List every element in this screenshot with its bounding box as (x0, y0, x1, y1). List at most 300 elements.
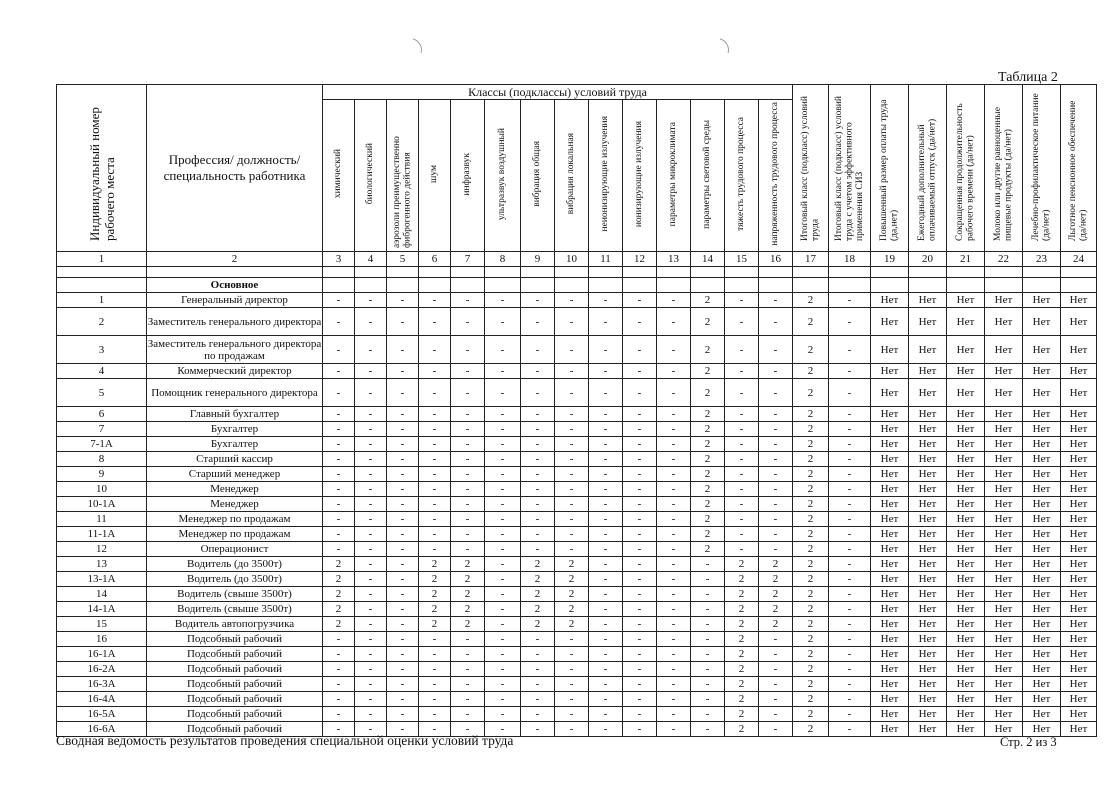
factor-class: 2 (725, 662, 759, 677)
factor-class: - (759, 293, 793, 308)
factor-class: - (451, 308, 485, 336)
empty-cell (1061, 278, 1097, 293)
factor-class: - (521, 512, 555, 527)
factor-class: - (657, 617, 691, 632)
factor-class: - (589, 379, 623, 407)
table-row (57, 602, 1097, 617)
section-label: Основное (147, 278, 323, 293)
factor-class: 2 (521, 587, 555, 602)
profession-name: Старший кассир (147, 452, 323, 467)
final-class-siz: - (829, 617, 871, 632)
profession-name: Менеджер (147, 497, 323, 512)
header-factor-label: аэрозоли преимущественно фиброгенного действия (392, 136, 413, 248)
benefit-value: Нет (947, 527, 985, 542)
empty-cell (725, 267, 759, 278)
benefit-value: Нет (947, 422, 985, 437)
factor-class: - (521, 482, 555, 497)
factor-class: - (451, 542, 485, 557)
scan-mark-left (394, 34, 427, 67)
factor-class: - (657, 602, 691, 617)
empty-cell (57, 278, 147, 293)
factor-class: - (387, 437, 419, 452)
factor-class: - (657, 482, 691, 497)
factor-class: - (657, 572, 691, 587)
final-class: 2 (793, 602, 829, 617)
factor-class: - (691, 632, 725, 647)
factor-class: - (355, 379, 387, 407)
factor-class: - (623, 602, 657, 617)
factor-class: - (589, 407, 623, 422)
workplace-id: 16-6А (57, 722, 147, 737)
empty-cell (1061, 267, 1097, 278)
empty-cell (485, 278, 521, 293)
empty-cell (657, 267, 691, 278)
benefit-value: Нет (985, 512, 1023, 527)
factor-class: - (485, 308, 521, 336)
factor-class: 2 (419, 572, 451, 587)
final-class: 2 (793, 647, 829, 662)
workplace-id: 16-1А (57, 647, 147, 662)
factor-class: - (387, 617, 419, 632)
factor-class: - (521, 407, 555, 422)
benefit-value: Нет (947, 308, 985, 336)
factor-class: - (759, 662, 793, 677)
factor-class: - (485, 452, 521, 467)
header-factor-label: параметры световой среды (702, 119, 713, 229)
factor-class: - (555, 452, 589, 467)
profession-name: Заместитель генерального директора (147, 308, 323, 336)
column-number: 21 (947, 252, 985, 267)
factor-class: - (387, 542, 419, 557)
factor-class: - (521, 379, 555, 407)
empty-cell (829, 278, 871, 293)
benefit-value: Нет (1061, 379, 1097, 407)
workplace-id: 15 (57, 617, 147, 632)
benefit-value: Нет (1023, 379, 1061, 407)
factor-class: - (355, 632, 387, 647)
table-caption: Таблица 2 (998, 70, 1058, 85)
benefit-value: Нет (1023, 572, 1061, 587)
header-benefit (909, 85, 947, 252)
factor-class: - (521, 542, 555, 557)
benefit-value: Нет (1023, 407, 1061, 422)
factor-class: - (657, 512, 691, 527)
scan-mark-right (701, 34, 734, 67)
factor-class: - (485, 557, 521, 572)
final-class: 2 (793, 497, 829, 512)
factor-class: 2 (725, 557, 759, 572)
benefit-value: Нет (985, 632, 1023, 647)
benefit-value: Нет (871, 527, 909, 542)
final-class-siz: - (829, 379, 871, 407)
empty-cell (909, 278, 947, 293)
factor-class: - (657, 407, 691, 422)
factor-class: - (657, 587, 691, 602)
factor-class: - (589, 437, 623, 452)
benefit-value: Нет (909, 647, 947, 662)
column-number: 19 (871, 252, 909, 267)
factor-class: - (387, 557, 419, 572)
empty-cell (623, 267, 657, 278)
empty-cell (589, 278, 623, 293)
benefit-value: Нет (871, 617, 909, 632)
factor-class: - (555, 364, 589, 379)
profession-name: Помощник генерального директора (147, 379, 323, 407)
factor-class: - (657, 422, 691, 437)
factor-class: 2 (555, 587, 589, 602)
factor-class: - (759, 707, 793, 722)
empty-cell (555, 267, 589, 278)
factor-class: - (355, 587, 387, 602)
factor-class: - (323, 364, 355, 379)
column-number: 5 (387, 252, 419, 267)
benefit-value: Нет (947, 364, 985, 379)
benefit-value: Нет (909, 692, 947, 707)
column-number: 8 (485, 252, 521, 267)
benefit-value: Нет (1061, 512, 1097, 527)
factor-class: - (485, 572, 521, 587)
factor-class: 2 (725, 647, 759, 662)
factor-class: - (657, 632, 691, 647)
factor-class: - (451, 422, 485, 437)
factor-class: 2 (521, 602, 555, 617)
factor-class: 2 (759, 587, 793, 602)
final-class: 2 (793, 707, 829, 722)
factor-class: - (521, 692, 555, 707)
benefit-value: Нет (1061, 308, 1097, 336)
empty-cell (419, 278, 451, 293)
benefit-value: Нет (909, 557, 947, 572)
workplace-id: 10 (57, 482, 147, 497)
factor-class: - (589, 497, 623, 512)
factor-class: - (451, 407, 485, 422)
factor-class: 2 (691, 527, 725, 542)
workplace-id: 4 (57, 364, 147, 379)
final-class: 2 (793, 452, 829, 467)
factor-class: - (419, 293, 451, 308)
factor-class: - (623, 437, 657, 452)
empty-cell (521, 267, 555, 278)
factor-class: - (589, 293, 623, 308)
table-row (57, 707, 1097, 722)
factor-class: - (725, 482, 759, 497)
factor-class: - (623, 647, 657, 662)
factor-class: 2 (323, 572, 355, 587)
factor-class: - (419, 662, 451, 677)
factor-class: - (387, 336, 419, 364)
final-class-siz: - (829, 557, 871, 572)
header-benefit-label: Повышенный размер оплаты труда (да,нет) (879, 98, 900, 241)
factor-class: - (419, 467, 451, 482)
header-workplace-id (57, 85, 147, 252)
factor-class: - (451, 497, 485, 512)
factor-class: - (623, 707, 657, 722)
factor-class: - (657, 542, 691, 557)
factor-class: - (419, 437, 451, 452)
factor-class: 2 (691, 364, 725, 379)
factor-class: 2 (691, 422, 725, 437)
profession-name: Коммерческий директор (147, 364, 323, 379)
benefit-value: Нет (909, 707, 947, 722)
factor-class: - (691, 662, 725, 677)
benefit-value: Нет (947, 587, 985, 602)
factor-class: 2 (725, 572, 759, 587)
factor-class: 2 (691, 293, 725, 308)
factor-class: - (485, 336, 521, 364)
benefit-value: Нет (909, 293, 947, 308)
factor-class: - (657, 452, 691, 467)
benefit-value: Нет (947, 617, 985, 632)
empty-cell (1023, 267, 1061, 278)
workplace-id: 16-4А (57, 692, 147, 707)
benefit-value: Нет (1061, 602, 1097, 617)
benefit-value: Нет (909, 482, 947, 497)
factor-class: - (555, 542, 589, 557)
factor-class: - (451, 364, 485, 379)
factor-class: 2 (759, 617, 793, 632)
benefit-value: Нет (871, 557, 909, 572)
table-row (57, 647, 1097, 662)
benefit-value: Нет (947, 452, 985, 467)
factor-class: - (419, 407, 451, 422)
factor-class: - (419, 364, 451, 379)
factor-class: 2 (691, 308, 725, 336)
factor-class: - (589, 677, 623, 692)
final-class-siz: - (829, 467, 871, 482)
factor-class: - (691, 572, 725, 587)
factor-class: - (759, 497, 793, 512)
factor-class: - (485, 542, 521, 557)
factor-class: - (623, 364, 657, 379)
empty-cell (521, 278, 555, 293)
benefit-value: Нет (1023, 647, 1061, 662)
factor-class: 2 (451, 557, 485, 572)
factor-class: - (323, 422, 355, 437)
final-class: 2 (793, 662, 829, 677)
header-benefit-label: Сокращенная продолжительность рабочего времени (да/нет) (955, 102, 976, 241)
factor-class: - (725, 407, 759, 422)
header-profession: Профессия/ должность/ специальность работника (147, 85, 323, 252)
header-workplace-id-label: Индивидуальный номер рабочего места (86, 106, 117, 241)
profession-name: Старший менеджер (147, 467, 323, 482)
empty-cell (485, 267, 521, 278)
benefit-value: Нет (1061, 632, 1097, 647)
table-body (57, 267, 1097, 737)
factor-class: - (387, 407, 419, 422)
header-benefit (985, 85, 1023, 252)
profession-name: Водитель (свыше 3500т) (147, 587, 323, 602)
benefit-value: Нет (1023, 437, 1061, 452)
factor-class: - (623, 407, 657, 422)
profession-name: Менеджер по продажам (147, 512, 323, 527)
benefit-value: Нет (909, 407, 947, 422)
factor-class: - (725, 512, 759, 527)
header-factor-label: вибрация общая (532, 141, 543, 207)
factor-class: - (589, 662, 623, 677)
factor-class: - (323, 308, 355, 336)
benefit-value: Нет (985, 497, 1023, 512)
benefit-value: Нет (1061, 407, 1097, 422)
factor-class: - (589, 336, 623, 364)
final-class: 2 (793, 482, 829, 497)
benefit-value: Нет (1023, 662, 1061, 677)
factor-class: 2 (521, 617, 555, 632)
header-benefit-label: Лечебно-профилактическое питание (да/нет) (1031, 92, 1052, 241)
factor-class: - (355, 497, 387, 512)
header-factor (657, 100, 691, 252)
factor-class: 2 (521, 572, 555, 587)
benefit-value: Нет (871, 422, 909, 437)
workplace-id: 7 (57, 422, 147, 437)
workplace-id: 13 (57, 557, 147, 572)
factor-class: - (485, 602, 521, 617)
benefit-value: Нет (871, 467, 909, 482)
header-factor (419, 100, 451, 252)
benefit-value: Нет (1023, 336, 1061, 364)
factor-class: - (725, 542, 759, 557)
benefit-value: Нет (1061, 677, 1097, 692)
factor-class: - (589, 308, 623, 336)
factor-class: - (485, 692, 521, 707)
factor-class: 2 (691, 542, 725, 557)
header-factor-label: параметры микроклимата (668, 121, 679, 227)
factor-class: - (623, 497, 657, 512)
header-benefit (1061, 85, 1097, 252)
factor-class: 2 (555, 617, 589, 632)
benefit-value: Нет (871, 512, 909, 527)
factor-class: - (521, 293, 555, 308)
factor-class: - (323, 293, 355, 308)
factor-class: 2 (419, 602, 451, 617)
final-class-siz: - (829, 437, 871, 452)
benefit-value: Нет (871, 437, 909, 452)
factor-class: - (589, 452, 623, 467)
factor-class: - (623, 379, 657, 407)
empty-cell (355, 278, 387, 293)
benefit-value: Нет (947, 647, 985, 662)
benefit-value: Нет (985, 542, 1023, 557)
benefit-value: Нет (871, 542, 909, 557)
benefit-value: Нет (1023, 422, 1061, 437)
factor-class: - (555, 692, 589, 707)
final-class-siz: - (829, 602, 871, 617)
factor-class: - (355, 557, 387, 572)
final-class: 2 (793, 572, 829, 587)
factor-class: - (521, 707, 555, 722)
header-factor (589, 100, 623, 252)
header-factor-label: шум (429, 165, 440, 183)
factor-class: - (387, 467, 419, 482)
profession-name: Бухгалтер (147, 422, 323, 437)
workplace-id: 16 (57, 632, 147, 647)
factor-class: - (623, 422, 657, 437)
final-class: 2 (793, 422, 829, 437)
factor-class: - (725, 308, 759, 336)
factor-class: - (485, 293, 521, 308)
header-factor (759, 100, 793, 252)
column-number: 4 (355, 252, 387, 267)
column-number: 23 (1023, 252, 1061, 267)
factor-class: 2 (725, 602, 759, 617)
final-class-siz: - (829, 542, 871, 557)
factor-class: - (589, 707, 623, 722)
column-number: 11 (589, 252, 623, 267)
benefit-value: Нет (1061, 572, 1097, 587)
profession-name: Бухгалтер (147, 437, 323, 452)
factor-class: - (623, 557, 657, 572)
factor-class: - (759, 722, 793, 737)
factor-class: - (419, 379, 451, 407)
header-benefit-label: Ежегодный дополнительный оплачиваемый отпуск (да/нет) (917, 118, 938, 241)
factor-class: - (589, 632, 623, 647)
header-classes-group: Классы (подклассы) условий труда (323, 85, 793, 100)
factor-class: - (521, 632, 555, 647)
factor-class: - (657, 527, 691, 542)
factor-class: - (419, 512, 451, 527)
factor-class: 2 (323, 557, 355, 572)
factor-class: - (355, 308, 387, 336)
factor-class: - (555, 497, 589, 512)
benefit-value: Нет (1023, 512, 1061, 527)
benefit-value: Нет (985, 572, 1023, 587)
factor-class: 2 (759, 572, 793, 587)
benefit-value: Нет (871, 308, 909, 336)
footer-page-number: Стр. 2 из 3 (1000, 735, 1057, 749)
profession-name: Подсобный рабочий (147, 677, 323, 692)
factor-class: - (521, 437, 555, 452)
header-benefit-label: Молоко или другие равноценные пищевые продукты (да/нет) (993, 106, 1014, 241)
factor-class: - (589, 647, 623, 662)
factor-class: 2 (323, 602, 355, 617)
profession-name: Подсобный рабочий (147, 707, 323, 722)
factor-class: 2 (691, 336, 725, 364)
empty-cell (589, 267, 623, 278)
benefit-value: Нет (985, 379, 1023, 407)
benefit-value: Нет (871, 632, 909, 647)
benefit-value: Нет (947, 497, 985, 512)
column-numbers-row (57, 252, 1097, 267)
benefit-value: Нет (1023, 692, 1061, 707)
empty-cell (355, 267, 387, 278)
table-row (57, 308, 1097, 336)
factor-class: - (555, 632, 589, 647)
benefit-value: Нет (985, 722, 1023, 737)
factor-class: - (323, 467, 355, 482)
factor-class: - (323, 677, 355, 692)
factor-class: - (485, 512, 521, 527)
header-final-class-label: Итоговый класс (подкласс) условий труда (800, 95, 821, 241)
factor-class: - (759, 467, 793, 482)
factor-class: - (387, 722, 419, 737)
empty-cell (985, 267, 1023, 278)
benefit-value: Нет (871, 293, 909, 308)
factor-class: - (355, 364, 387, 379)
factor-class: - (759, 379, 793, 407)
table-row (57, 364, 1097, 379)
factor-class: - (623, 467, 657, 482)
factor-class: - (521, 677, 555, 692)
factor-class: - (657, 336, 691, 364)
final-class: 2 (793, 527, 829, 542)
factor-class: - (451, 482, 485, 497)
factor-class: - (387, 527, 419, 542)
benefit-value: Нет (871, 379, 909, 407)
profession-name: Водитель (до 3500т) (147, 572, 323, 587)
benefit-value: Нет (909, 662, 947, 677)
final-class: 2 (793, 722, 829, 737)
factor-class: 2 (691, 482, 725, 497)
factor-class: - (387, 662, 419, 677)
